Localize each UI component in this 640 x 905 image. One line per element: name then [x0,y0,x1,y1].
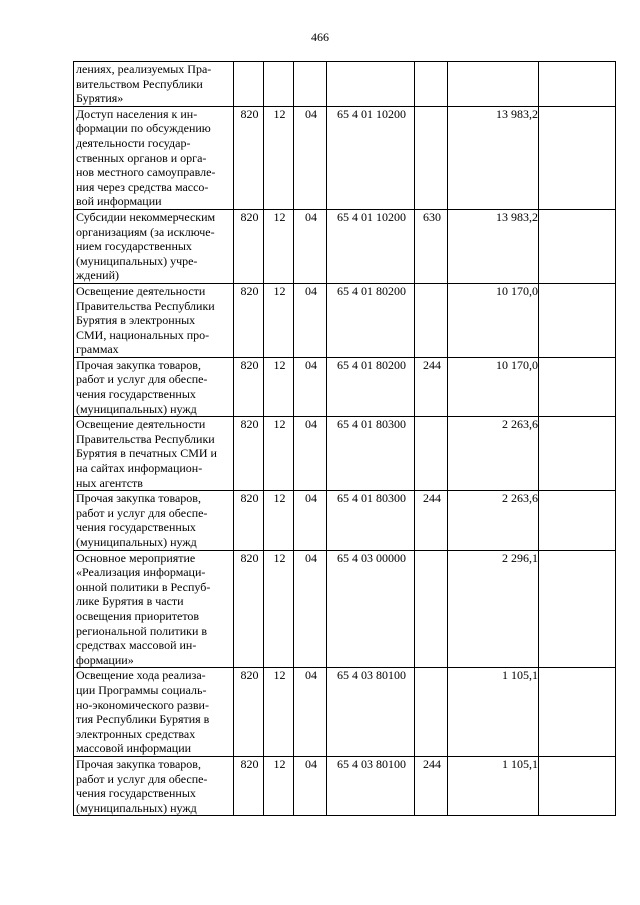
expense-type-cell: 244 [415,357,448,416]
subsection-code-cell: 04 [294,209,327,283]
item-name-line: на сайтах информацион- [76,461,203,476]
subsection-code-cell: 04 [294,357,327,416]
item-name-cell [74,756,234,815]
item-name-line: Освещение деятельности [76,283,206,298]
item-name-line: Освещение хода реализа- [76,668,206,683]
table-row [74,106,616,209]
item-name-line: но-экономического разви- [76,697,209,712]
item-name-line: деятельности государ- [76,135,191,150]
item-name-cell [74,283,234,357]
item-name-line: формации по обсуждению [76,121,211,136]
item-name-cell [74,209,234,283]
subsection-code-cell: 04 [294,756,327,815]
expense-type-cell [415,668,448,757]
item-name-line: нов местного самоуправле- [76,165,216,180]
subsection-code-cell: 04 [294,491,327,550]
item-name-line: (муниципальных) нужд [76,401,197,416]
target-article-cell: 65 4 03 80100 [327,756,415,815]
item-name-line: региональной политики в [76,623,208,638]
item-name-line: ния через средства массо- [76,179,209,194]
section-code-cell: 12 [264,550,294,668]
item-name-line: (муниципальных) учре- [76,253,198,268]
item-name-line: Прочая закупка товаров, [76,491,201,506]
amount-cell: 13 983,2 [448,106,539,209]
section-code-cell: 12 [264,756,294,815]
section-code-cell: 12 [264,357,294,416]
expense-type-cell [415,62,448,107]
item-name-line: Освещение деятельности [76,417,206,432]
target-article-cell: 65 4 01 80300 [327,491,415,550]
department-code-cell: 820 [234,283,264,357]
item-name-line: чения государственных [76,520,196,535]
item-name-line: Доступ населения к ин- [76,106,198,121]
item-name-line: чения государственных [76,786,196,801]
extra-cell [539,62,616,107]
amount-cell: 2 263,6 [448,491,539,550]
expense-type-cell [415,106,448,209]
item-name-cell [74,668,234,757]
amount-cell: 1 105,1 [448,668,539,757]
target-article-cell: 65 4 01 80300 [327,417,415,491]
item-name-line: Субсидии некоммерческим [76,209,216,224]
subsection-code-cell: 04 [294,283,327,357]
extra-cell [539,357,616,416]
department-code-cell [234,62,264,107]
extra-cell [539,209,616,283]
section-code-cell: 12 [264,106,294,209]
expense-type-cell [415,550,448,668]
section-code-cell: 12 [264,668,294,757]
table-row [74,491,616,550]
subsection-code-cell: 04 [294,550,327,668]
item-name-line: электронных средствах [76,726,196,741]
item-name-line: формации» [76,652,134,667]
item-name-line: граммах [76,342,119,357]
item-name-line: лениях, реализуемых Пра- [76,62,212,76]
target-article-cell: 65 4 01 80200 [327,357,415,416]
expense-type-cell: 244 [415,756,448,815]
amount-cell: 10 170,0 [448,283,539,357]
item-name-line: массовой информации [76,741,192,756]
item-name-line: работ и услуг для обеспе- [76,505,208,520]
item-name-line: освещения приоритетов [76,608,200,623]
item-name-line: работ и услуг для обеспе- [76,372,208,387]
item-name-cell [74,550,234,668]
item-name-line: онной политики в Респуб- [76,579,211,594]
item-name-line: организациям (за исключе- [76,224,215,239]
item-name-line: Бурятия в печатных СМИ и [76,446,217,461]
extra-cell [539,417,616,491]
amount-cell [448,62,539,107]
table-row [74,357,616,416]
item-name-line: нием государственных [76,239,192,254]
item-name-line: «Реализация информаци- [76,565,206,580]
item-name-line: лике Бурятия в части [76,594,184,609]
department-code-cell: 820 [234,106,264,209]
item-name-line: ции Программы социаль- [76,682,207,697]
subsection-code-cell [294,62,327,107]
item-name-line: вой информации [76,194,162,209]
item-name-line: вительством Республики [76,76,203,91]
item-name-cell [74,357,234,416]
expense-type-cell: 630 [415,209,448,283]
extra-cell [539,668,616,757]
department-code-cell: 820 [234,756,264,815]
item-name-line: (муниципальных) нужд [76,800,197,815]
extra-cell [539,491,616,550]
extra-cell [539,106,616,209]
section-code-cell: 12 [264,283,294,357]
extra-cell [539,550,616,668]
section-code-cell: 12 [264,491,294,550]
target-article-cell: 65 4 03 80100 [327,668,415,757]
department-code-cell: 820 [234,209,264,283]
table-row [74,756,616,815]
budget-table [73,61,616,816]
item-name-line: ных агентств [76,475,143,490]
department-code-cell: 820 [234,357,264,416]
target-article-cell: 65 4 01 10200 [327,209,415,283]
item-name-line: Бурятия в электронных [76,313,196,328]
item-name-line: чения государственных [76,387,196,402]
amount-cell: 13 983,2 [448,209,539,283]
item-name-cell [74,417,234,491]
item-name-line: СМИ, национальных про- [76,327,210,342]
department-code-cell: 820 [234,550,264,668]
item-name-line: Прочая закупка товаров, [76,756,201,771]
item-name-line: (муниципальных) нужд [76,535,197,549]
table-row [74,417,616,491]
subsection-code-cell: 04 [294,668,327,757]
item-name-line: работ и услуг для обеспе- [76,771,208,786]
amount-cell: 1 105,1 [448,756,539,815]
item-name-line: Прочая закупка товаров, [76,357,201,372]
expense-type-cell: 244 [415,491,448,550]
item-name-cell [74,491,234,550]
department-code-cell: 820 [234,668,264,757]
table-row [74,209,616,283]
expense-type-cell [415,417,448,491]
table-row [74,550,616,668]
item-name-line: Бурятия» [76,91,124,106]
section-code-cell: 12 [264,209,294,283]
section-code-cell [264,62,294,107]
table-row [74,283,616,357]
target-article-cell: 65 4 01 80200 [327,283,415,357]
item-name-line: ждений) [76,268,119,283]
item-name-line: Основное мероприятие [76,550,196,565]
item-name-cell [74,106,234,209]
item-name-line: средствах массовой ин- [76,638,197,653]
target-article-cell: 65 4 01 10200 [327,106,415,209]
extra-cell [539,283,616,357]
item-name-line: Правительства Республики [76,431,215,446]
extra-cell [539,756,616,815]
expense-type-cell [415,283,448,357]
amount-cell: 2 263,6 [448,417,539,491]
subsection-code-cell: 04 [294,106,327,209]
department-code-cell: 820 [234,417,264,491]
item-name-cell [74,62,234,107]
department-code-cell: 820 [234,491,264,550]
item-name-line: тия Республики Бурятия в [76,712,210,727]
item-name-line: Правительства Республики [76,298,215,313]
amount-cell: 10 170,0 [448,357,539,416]
section-code-cell: 12 [264,417,294,491]
table-row [74,668,616,757]
target-article-cell: 65 4 03 00000 [327,550,415,668]
target-article-cell [327,62,415,107]
budget-table-body [74,62,616,816]
item-name-line: ственных органов и орга- [76,150,207,165]
table-row [74,62,616,107]
page-number: 466 [311,30,329,44]
amount-cell: 2 296,1 [448,550,539,668]
subsection-code-cell: 04 [294,417,327,491]
